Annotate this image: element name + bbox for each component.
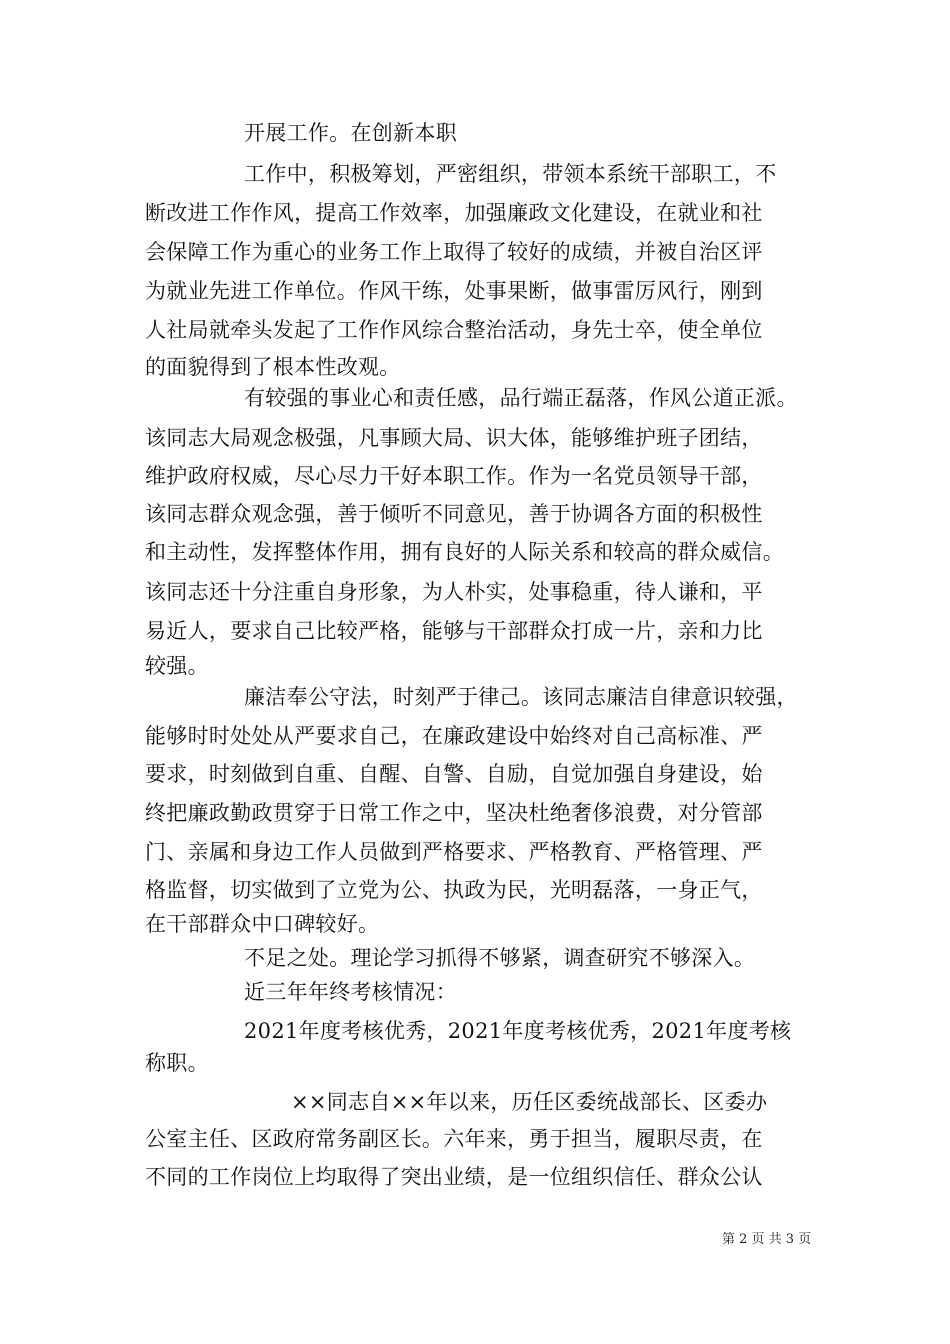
text-line: 要求，时刻做到自重、自醒、自警、自励，自觉加强自身建设，始 [145,762,763,786]
text-line: 门、亲属和身边工作人员做到严格要求、严格教育、严格管理、严 [145,840,763,864]
text-line: 在干部群众中口碑较好。 [145,912,380,936]
text-line: 易近人，要求自己比较严格，能够与干部群众打成一片，亲和力比 [145,619,763,643]
text-line: 有较强的事业心和责任感，品行端正磊落，作风公道正派。 [244,386,798,410]
text-line: 为就业先进工作单位。作风干练，处事果断，做事雷厉风行，刚到 [145,279,763,303]
text-line: 近三年年终考核情况： [244,980,457,1004]
text-line: 的面貌得到了根本性改观。 [145,355,401,379]
text-line: 会保障工作为重心的业务工作上取得了较好的成绩，并被自治区评 [145,240,763,264]
text-line: 廉洁奉公守法，时刻严于律己。该同志廉洁自律意识较强， [244,685,798,709]
text-line: 不同的工作岗位上均取得了突出业绩，是一位组织信任、群众公认 [145,1165,763,1189]
text-line: 称职。 [145,1051,209,1075]
text-line: 维护政府权威，尽心尽力干好本职工作。作为一名党员领导干部， [145,464,763,488]
text-line: 2021年度考核优秀，2021年度考核优秀，2021年度考核 [244,1019,792,1043]
text-line: 较强。 [145,654,209,678]
text-line: 该同志群众观念强，善于倾听不同意见，善于协调各方面的积极性 [145,502,763,526]
text-line: 和主动性，发挥整体作用，拥有良好的人际关系和较高的群众威信。 [145,540,784,564]
text-line: ××同志自××年以来，历任区委统战部长、区委办 [291,1090,768,1114]
page-number: 第 2 页 共 3 页 [722,1232,812,1247]
text-line: 公室主任、区政府常务副区长。六年来，勇于担当，履职尽责，在 [145,1127,763,1151]
text-line: 开展工作。在创新本职 [244,121,457,145]
text-line: 终把廉政勤政贯穿于日常工作之中，坚决杜绝奢侈浪费，对分管部 [145,801,763,825]
text-line: 能够时时处处从严要求自己，在廉政建设中始终对自己高标准、严 [145,724,763,748]
text-line: 人社局就牵头发起了工作作风综合整治活动，身先士卒，使全单位 [145,318,763,342]
text-line: 该同志大局观念极强，凡事顾大局、识大体，能够维护班子团结， [145,426,763,450]
text-line: 该同志还十分注重自身形象，为人朴实，处事稳重，待人谦和，平 [145,580,763,604]
text-line: 工作中，积极筹划，严密组织，带领本系统干部职工，不 [244,162,777,186]
text-line: 断改进工作作风，提高工作效率，加强廉政文化建设，在就业和社 [145,201,763,225]
text-line: 格监督，切实做到了立党为公、执政为民，光明磊落，一身正气， [145,878,763,902]
text-line: 不足之处。理论学习抓得不够紧，调查研究不够深入。 [244,946,756,970]
